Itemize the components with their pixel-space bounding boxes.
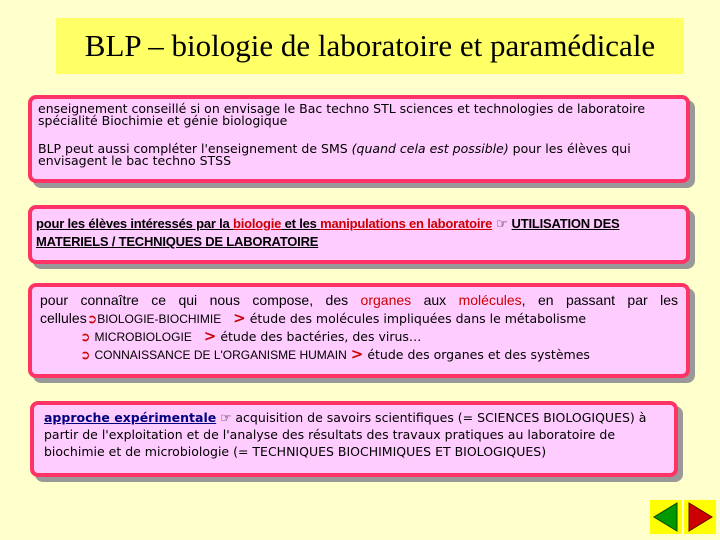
info-box-approche [30, 401, 678, 477]
greater-than-icon: > [350, 345, 364, 363]
next-slide-button[interactable] [684, 500, 716, 534]
box1-para1: enseignement conseillé si on envisage le Bac techno STL sciences et technologies de laboratoire spécialité Biochimie et génie biologique [38, 101, 646, 128]
box3-organes: organes [360, 292, 412, 308]
box1-para2-a: BLP peut aussi compléter l'enseignement de SMS [38, 141, 352, 156]
previous-slide-button[interactable] [650, 500, 682, 534]
info-box-domaines [28, 283, 690, 378]
domain-desc: étude des molécules impliquées dans le métabolisme [249, 311, 587, 326]
box2-t5: UTILISATION DES MATERIELS / TECHNIQUES DE LABORATOIRE [36, 216, 620, 249]
arrow-icon: ➲ [80, 347, 91, 362]
box3-intro [40, 291, 678, 309]
box3-intro-c: , en passant par les [521, 292, 678, 308]
domain-item-biochimie [40, 309, 586, 328]
domain-desc: étude des organes et des systèmes [367, 347, 590, 362]
domain-name: BIOLOGIE-BIOCHIMIE [97, 312, 222, 326]
info-box-eleves [28, 205, 690, 264]
box2-para [36, 215, 682, 250]
domain-name: CONNAISSANCE DE L'ORGANISME HUMAIN [94, 348, 347, 362]
slide-title-text: BLP – biologie de laboratoire et paramédicale [84, 28, 656, 63]
box2-t1: pour les élèves intéressés par la [36, 216, 233, 231]
box2-t3: et les [281, 216, 321, 231]
triangle-left-icon [650, 500, 682, 534]
box1-para2-b: pour les élèves qui envisagent le bac techno STSS [38, 141, 631, 168]
domain-item-microbiologie [80, 327, 421, 346]
domain-item-organisme [80, 345, 590, 364]
box3-intro-a: pour connaître ce qui nous compose, des [40, 292, 361, 308]
arrow-icon: ➲ [80, 329, 91, 344]
domain-name: MICROBIOLOGIE [94, 330, 192, 344]
box1-para2 [38, 143, 680, 167]
domain-desc: étude des bactéries, des virus… [220, 329, 422, 344]
box4-para [44, 409, 664, 460]
box3-intro-b: aux [411, 292, 459, 308]
triangle-right-icon [684, 500, 716, 534]
box1-para2-italic: (quand cela est possible) [351, 141, 509, 156]
box2-biologie: biologie [232, 216, 282, 231]
arrow-icon: ➲ [86, 311, 98, 326]
info-box-bac-stl [28, 95, 690, 183]
greater-than-icon: > [203, 327, 217, 345]
pointing-hand-icon: ☞ [216, 410, 236, 425]
box3-molecules: molécules [458, 292, 522, 308]
pointing-hand-icon: ☞ [492, 217, 512, 232]
box4-text: acquisition de savoirs scientifiques (= SCIENCES BIOLOGIQUES) à partir de l'exploitation et de l'analyse des résultats des travaux pratiques au laboratoire de biochimie et de microbiologie (= TECHNIQUES BIOCHIMIQUES ET BIOLOGIQUES) [44, 410, 647, 459]
box2-manipulations: manipulations en laboratoire [320, 216, 493, 231]
greater-than-icon: > [233, 309, 246, 327]
box3-cellule: cellules [40, 310, 87, 326]
box4-lead: approche expérimentale [44, 410, 217, 425]
slide-title [56, 18, 684, 74]
